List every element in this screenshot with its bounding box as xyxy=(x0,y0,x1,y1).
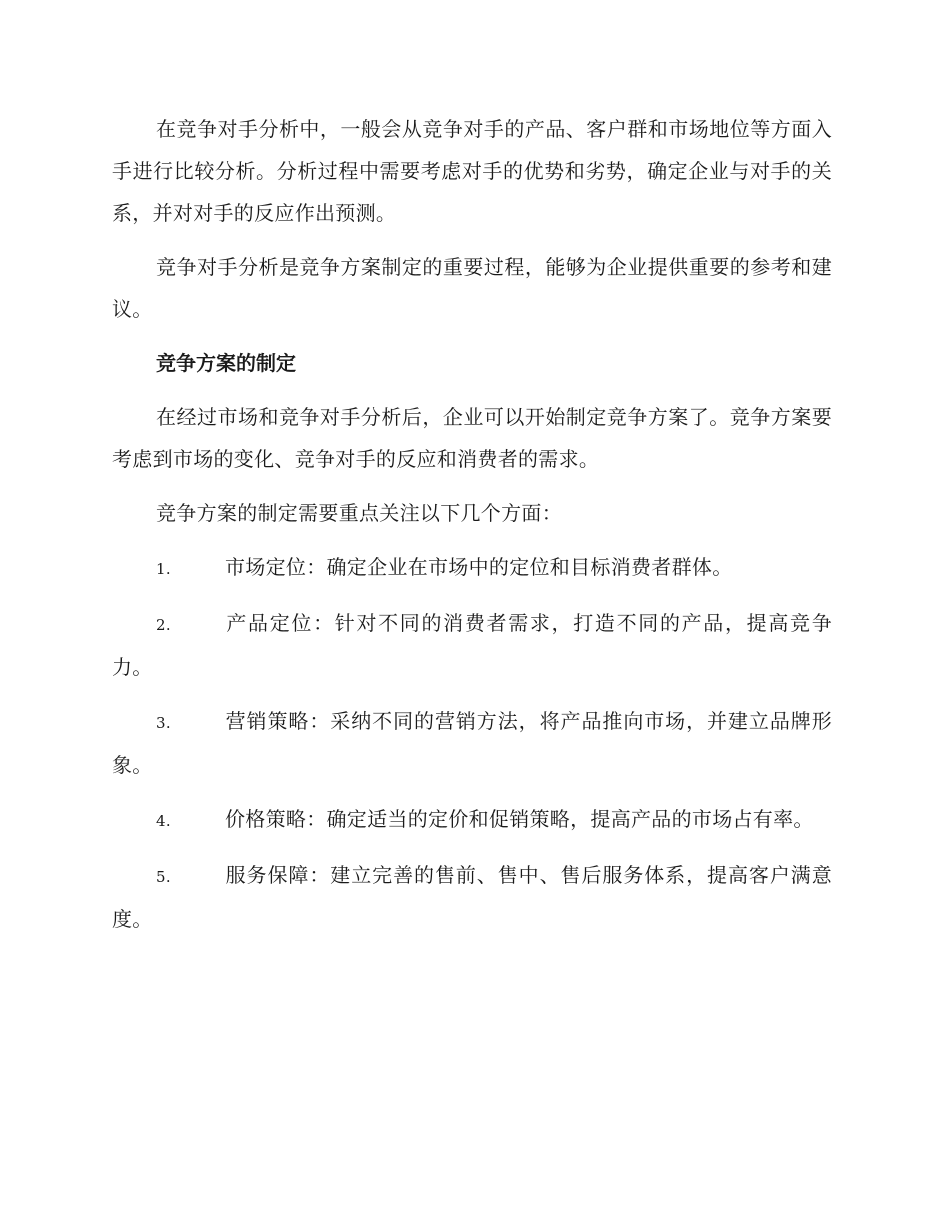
list-item-text: 产品定位：针对不同的消费者需求，打造不同的产品，提高竞争力。 xyxy=(112,611,832,679)
list-item-text: 价格策略：确定适当的定价和促销策略，提高产品的市场占有率。 xyxy=(225,807,814,831)
list-item xyxy=(112,798,832,842)
list-item-number: 5. xyxy=(156,868,171,886)
paragraph-analysis-importance: 竞争对手分析是竞争方案制定的重要过程，能够为企业提供重要的参考和建议。 xyxy=(112,255,832,321)
list-item-number: 3. xyxy=(156,714,171,732)
list-item-number: 4. xyxy=(156,812,171,830)
list-item-number: 1. xyxy=(156,560,171,578)
document-body xyxy=(112,108,832,952)
section-heading: 竞争方案的制定 xyxy=(156,351,296,375)
list-item-number: 2. xyxy=(156,616,171,634)
focus-list xyxy=(112,546,832,940)
list-item xyxy=(112,700,832,786)
list-item-text: 营销策略：采纳不同的营销方法，将产品推向市场，并建立品牌形象。 xyxy=(112,709,832,777)
paragraph-competitor-analysis: 在竞争对手分析中，一般会从竞争对手的产品、客户群和市场地位等方面入手进行比较分析。分析过程中需要考虑对手的优势和劣势，确定企业与对手的关系，并对对手的反应作出预测。 xyxy=(112,117,832,225)
list-item xyxy=(112,546,832,590)
list-item-text: 服务保障：建立完善的售前、售中、售后服务体系，提高客户满意度。 xyxy=(112,863,832,931)
list-item-text: 市场定位：确定企业在市场中的定位和目标消费者群体。 xyxy=(225,555,733,579)
paragraph-focus-areas: 竞争方案的制定需要重点关注以下几个方面： xyxy=(156,501,562,525)
list-item xyxy=(112,854,832,940)
list-item xyxy=(112,602,832,688)
paragraph-plan-intro: 在经过市场和竞争对手分析后，企业可以开始制定竞争方案了。竞争方案要考虑到市场的变化、竞争对手的反应和消费者的需求。 xyxy=(112,405,832,471)
